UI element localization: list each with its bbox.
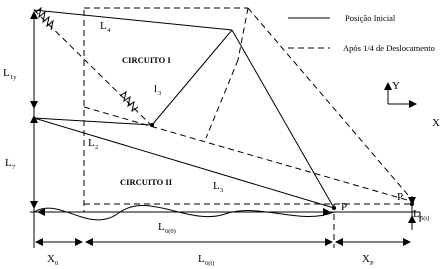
svg-text:L: L [413, 208, 420, 220]
svg-text:L: L [158, 221, 165, 233]
svg-text:6(t): 6(t) [205, 260, 215, 267]
svg-text:L: L [100, 20, 107, 32]
label-P-displaced: P [397, 191, 404, 203]
svg-text:l: l [154, 83, 158, 95]
svg-text:P: P [370, 260, 374, 267]
label-XP [362, 253, 374, 267]
joint-p-dashed [410, 202, 414, 206]
label-l3 [154, 83, 161, 97]
svg-text:1y: 1y [10, 74, 17, 81]
svg-text:4: 4 [107, 27, 111, 34]
svg-text:X: X [362, 253, 370, 265]
label-circuit-1: CIRCUITO I [122, 55, 171, 65]
svg-text:2: 2 [95, 144, 99, 151]
label-L4 [100, 20, 111, 34]
svg-text:L: L [213, 180, 220, 192]
label-P-initial: P [341, 201, 348, 213]
label-L1y [3, 67, 17, 81]
svg-text:7: 7 [12, 164, 16, 171]
label-L7 [5, 157, 16, 171]
svg-text:3: 3 [158, 90, 162, 97]
y-axis-label: Y [392, 80, 400, 92]
svg-text:5(t): 5(t) [420, 215, 430, 222]
svg-text:L: L [198, 253, 205, 265]
joint-l2 [150, 123, 154, 127]
label-circuit-2: CIRCUITO II [120, 177, 173, 187]
legend-solid-text: Posição Inicial [345, 13, 396, 23]
svg-text:L: L [88, 137, 95, 149]
svg-text:L: L [3, 67, 10, 79]
svg-text:X: X [47, 253, 55, 265]
label-L6-0 [158, 221, 176, 235]
legend-dashed-text: Após 1/4 de Deslocamento [343, 43, 435, 53]
x-axis-label: X [432, 117, 440, 129]
label-L3 [213, 180, 223, 194]
label-X0 [47, 253, 58, 267]
svg-text:6(0): 6(0) [165, 228, 176, 235]
svg-text:0: 0 [55, 260, 59, 267]
label-L6-t [198, 253, 214, 267]
label-L2 [88, 137, 98, 151]
spring-middle [120, 92, 138, 111]
svg-text:L: L [5, 157, 12, 169]
label-L5-t [413, 208, 429, 222]
joint-p-solid [332, 206, 336, 210]
svg-text:3: 3 [220, 187, 224, 194]
